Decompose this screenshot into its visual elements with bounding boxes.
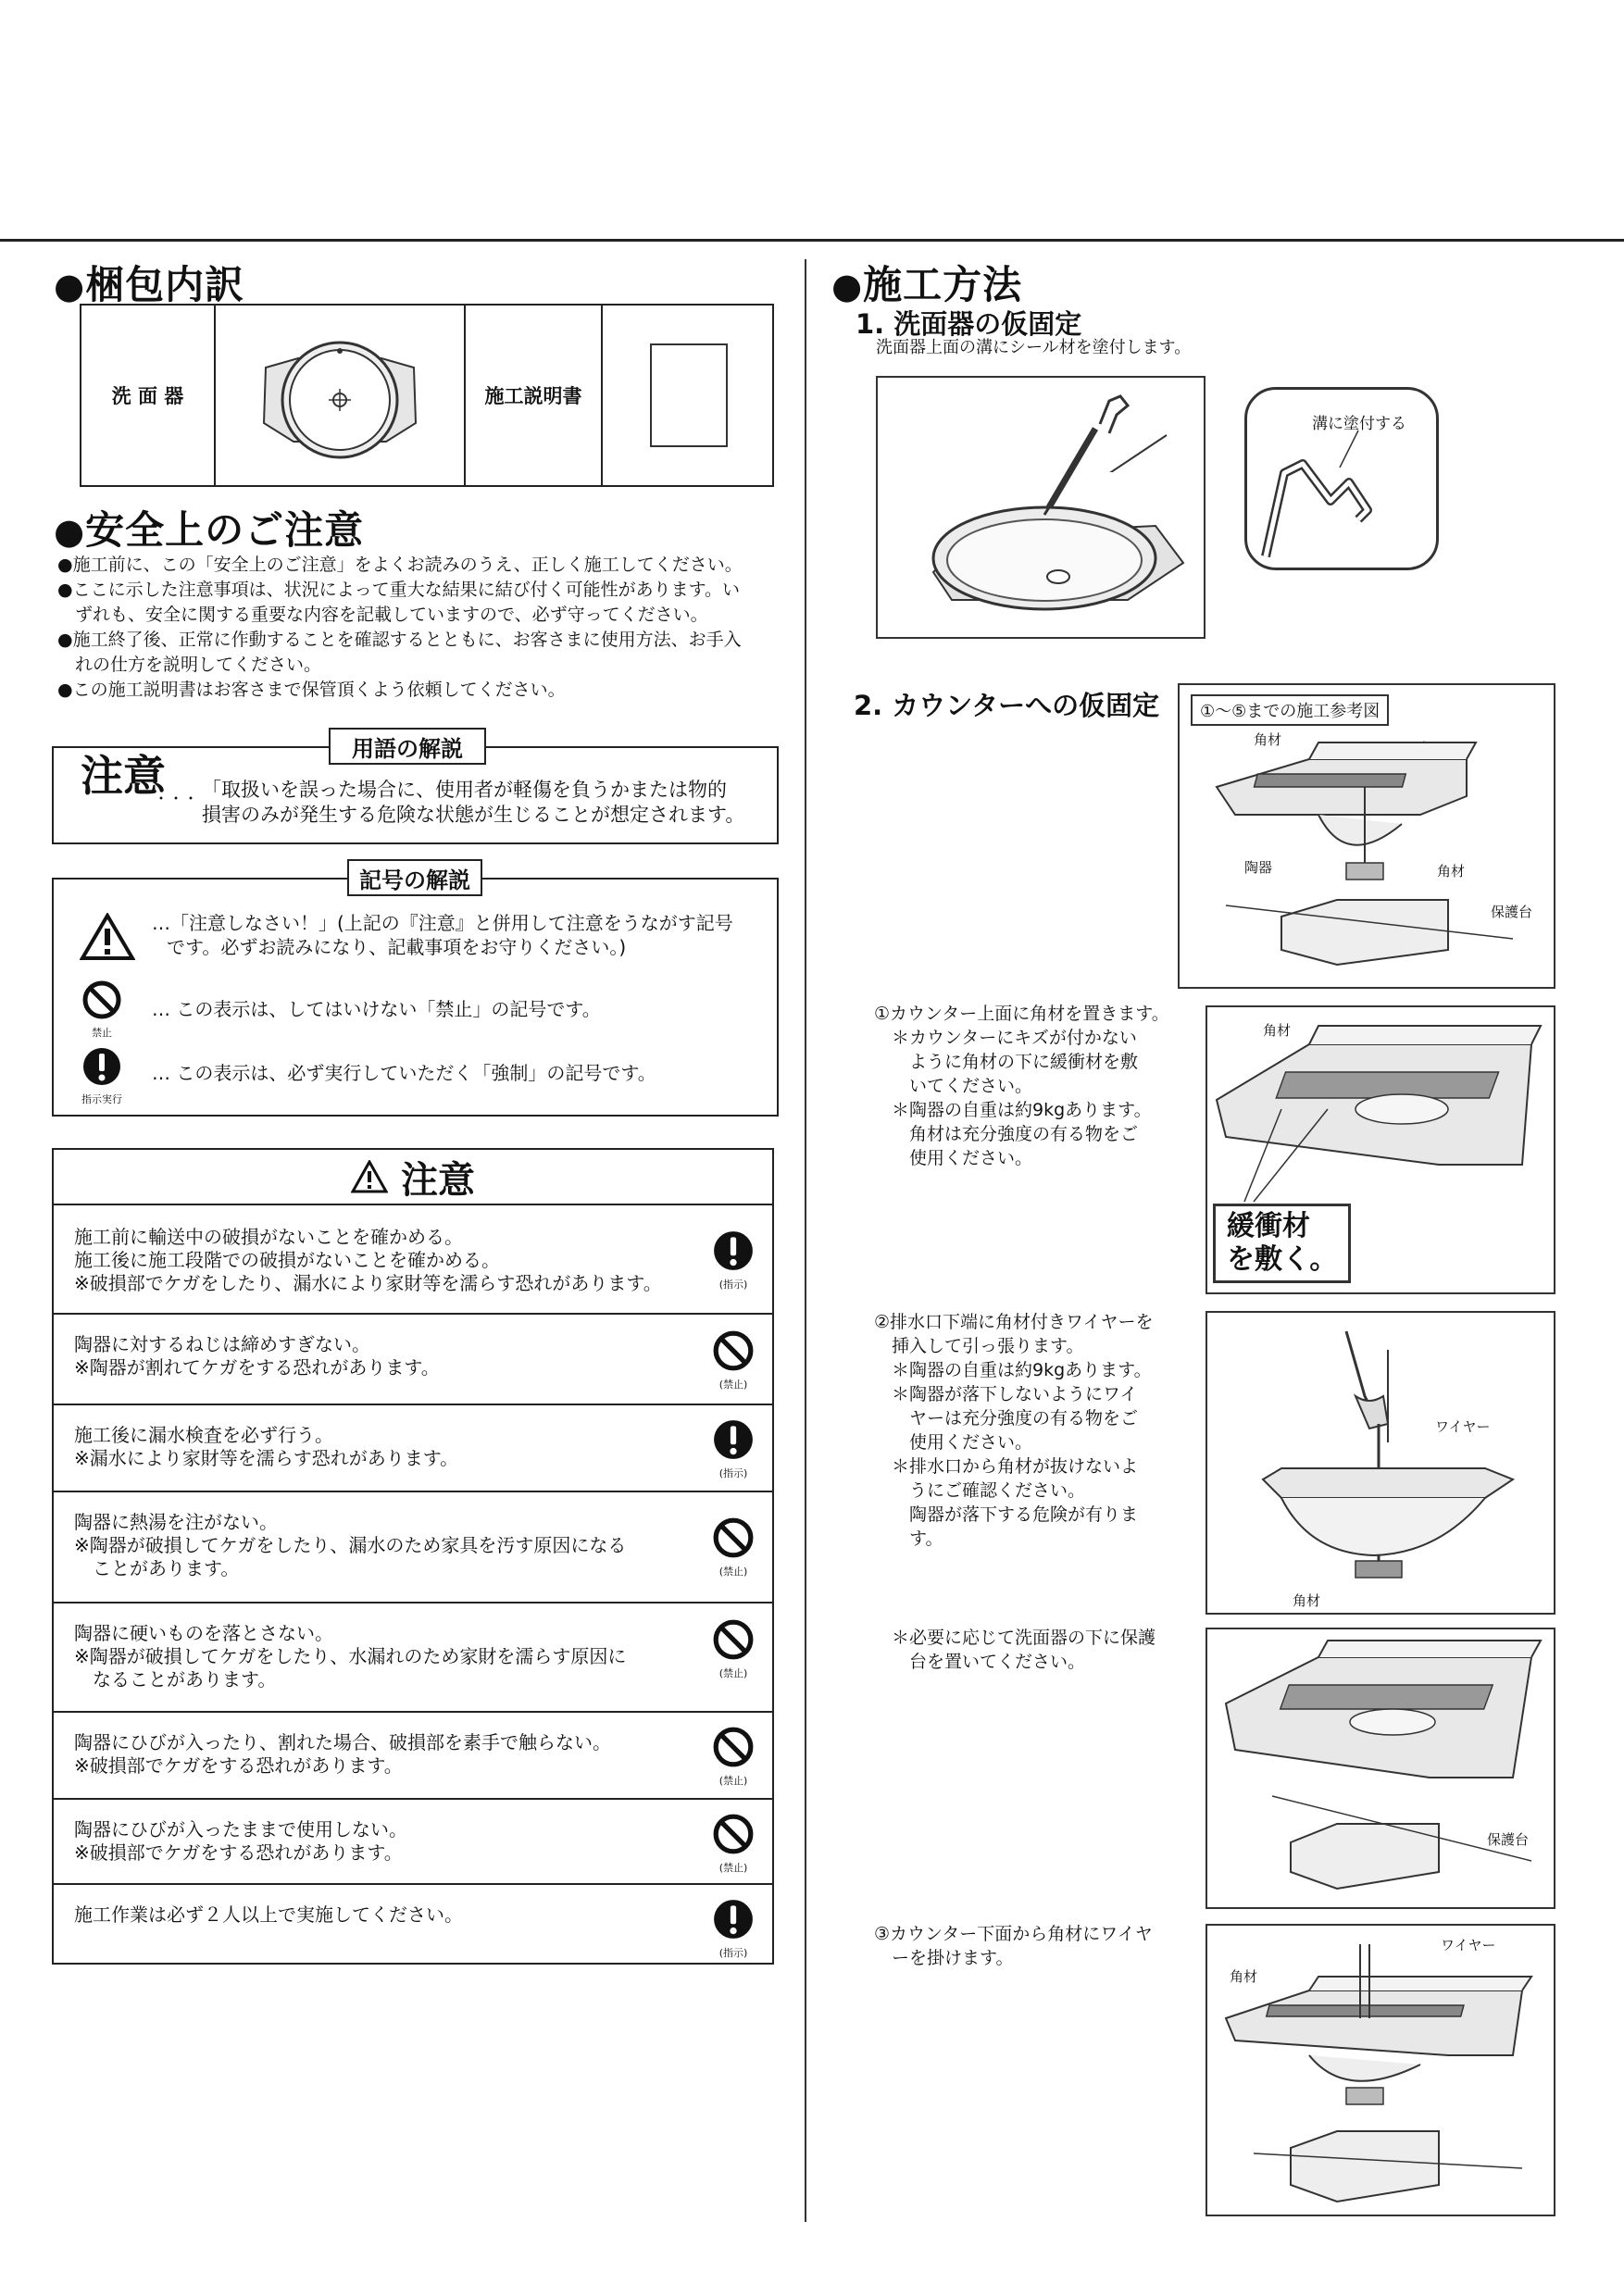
- caution-row: 陶器にひびが入ったり、割れた場合、破損部を素手で触らない。 ※破損部でケガをする恐れがあります。 (禁止): [54, 1711, 772, 1798]
- step1-callout: 溝に塗付する: [1244, 387, 1439, 570]
- step-s3-text: ③カウンター下面から角材にワイヤ ーを掛けます。: [874, 1924, 1153, 1968]
- top-rule: [0, 239, 1624, 242]
- mandatory-icon: [81, 1046, 122, 1087]
- groove-detail-icon: [1247, 390, 1436, 568]
- step-s3-figure: ワイヤー 角材: [1206, 1924, 1555, 2216]
- safety-bullet: ずれも、安全に関する重要な内容を記載していますので、必ず守ってください。: [57, 605, 708, 625]
- step-note-figure: 保護台: [1206, 1628, 1555, 1909]
- bullet-dot-icon: ●: [54, 511, 86, 552]
- symbol-mandatory-text: … この表示は、必ず実行していただく「強制」の記号です。: [152, 1062, 656, 1084]
- packing-item-manual-label: 施工説明書: [466, 306, 603, 485]
- packing-item-sink-label: 洗 面 器: [81, 306, 216, 485]
- terms-header: 用語の解説: [329, 728, 486, 765]
- column-divider: [805, 259, 806, 2222]
- manual-page-icon: [650, 343, 728, 447]
- safety-bullet: れの仕方を説明してください。: [57, 655, 322, 675]
- prohibit-icon: [712, 1618, 755, 1661]
- symbols-header: 記号の解説: [347, 859, 482, 896]
- caution-row: 陶器にひびが入ったままで使用しない。 ※破損部でケガをする恐れがあります。 (禁止): [54, 1798, 772, 1883]
- prohibit-icon: [712, 1516, 755, 1559]
- prohibit-icon: [712, 1813, 755, 1855]
- terms-word: 注意: [81, 751, 166, 801]
- step-s1-figure: 角材 緩衝材 を敷く。: [1206, 1005, 1555, 1294]
- bullet-dot-icon: ●: [54, 266, 86, 306]
- step-note-text: ＊必要に応じて洗面器の下に保護 台を置いてください。: [874, 1628, 1156, 1672]
- sink-image: [216, 306, 466, 485]
- cushion-callout: 緩衝材 を敷く。: [1213, 1204, 1351, 1283]
- mandatory-icon: [712, 1229, 755, 1272]
- prohibit-icon: [712, 1726, 755, 1768]
- step1-title: 1. 洗面器の仮固定: [856, 308, 1082, 340]
- step-s1-text: ①カウンター上面に角材を置きます。 ＊カウンターにキズが付かない ように角材の下に緩衝材を敷 いてください。 ＊陶器の自重は約9kgあります。 角材は充分強度の有る物をご 使用ください。: [874, 1004, 1169, 1168]
- sink-top-view-icon: [247, 321, 432, 469]
- symbol-prohibit: 禁止: [80, 980, 124, 1040]
- symbol-prohibit-text: … この表示は、してはいけない「禁止」の記号です。: [152, 998, 601, 1020]
- packing-table: [80, 304, 774, 487]
- safety-title: ●安全上のご注意: [54, 507, 365, 553]
- caution-row: 陶器に対するねじは締めすぎない。 ※陶器が割れてケガをする恐れがあります。 (禁止): [54, 1313, 772, 1404]
- caution-table: [52, 1148, 774, 1965]
- warning-triangle-icon: [80, 913, 135, 961]
- safety-bullet: ●ここに示した注意事項は、状況によって重大な結果に結び付く可能性があります。い: [57, 580, 741, 600]
- manual-image: [603, 306, 774, 485]
- prohibit-icon: [712, 1329, 755, 1372]
- warning-triangle-icon: [351, 1160, 388, 1193]
- safety-bullets: [57, 553, 743, 703]
- wire-hook-illustration: [1207, 1926, 1554, 2215]
- mandatory-icon: [712, 1418, 755, 1461]
- step1-desc: 洗面器上面の溝にシール材を塗付します。: [876, 338, 1192, 357]
- caution-row: 陶器に硬いものを落とさない。 ※陶器が破損してケガをしたり、水漏れのため家財を濡らす原因に なることがあります。 (禁止): [54, 1602, 772, 1711]
- install-title: ●施工方法: [831, 262, 1023, 307]
- symbols-box: [52, 878, 779, 1117]
- terms-dots: ・・・: [154, 790, 199, 807]
- reference-figure: ①〜⑤までの施工参考図 角材 陶器 角材 保護台: [1178, 683, 1555, 989]
- wire-pull-illustration: [1207, 1313, 1554, 1613]
- caution-row: 施工前に輸送中の破損がないことを確かめる。 施工後に施工段階での破損がないことを確かめる。 ※破損部でケガをしたり、漏水により家財等を濡らす恐れがあります。 (指示): [54, 1204, 772, 1313]
- safety-bullet: ●施工前に、この「安全上のご注意」をよくお読みのうえ、正しく施工してください。: [57, 555, 743, 575]
- step-s2-figure: ワイヤー 角材: [1206, 1311, 1555, 1615]
- caution-title: 注意: [54, 1150, 772, 1204]
- step-s2-text: ②排水口下端に角材付きワイヤーを 挿入して引っ張ります。 ＊陶器の自重は約9kgあります。 ＊陶器が落下しないようにワイ ヤーは充分強度の有る物をご 使用ください。 ＊排水口から角材が抜けないよ うにご確認ください。 陶器が落下する危険が有りま す。: [874, 1312, 1154, 1549]
- packing-title: ●梱包内訳: [54, 262, 245, 307]
- caution-row: 施工後に漏水検査を必ず行う。 ※漏水により家財等を濡らす恐れがあります。 (指示): [54, 1404, 772, 1491]
- protective-stand-illustration: [1207, 1629, 1554, 1907]
- bullet-dot-icon: ●: [831, 266, 864, 306]
- symbol-mandatory: 指示実行: [76, 1046, 128, 1106]
- symbol-caution-text: …「注意しなさい！」(上記の『注意』と併用して注意をうながす記号 です。必ずお読みになり、記載事項をお守りください。): [152, 912, 733, 958]
- step2-title: 2. カウンターへの仮固定: [854, 690, 1160, 721]
- counter-reference-illustration: [1180, 685, 1554, 987]
- caution-row: 陶器に熱湯を注がない。 ※陶器が破損してケガをしたり、漏水のため家具を汚す原因になる ことがあります。 (禁止): [54, 1491, 772, 1602]
- terms-description: 「取扱いを誤った場合に、使用者が軽傷を負うかまたは物的 損害のみが発生する危険な状態が生じることが想定されます。: [202, 779, 745, 826]
- prohibit-icon: [81, 980, 122, 1020]
- safety-bullet: ●施工終了後、正常に作動することを確認するとともに、お客さまに使用方法、お手入: [57, 630, 742, 650]
- caution-row: 施工作業は必ず２人以上で実施してください。 (指示): [54, 1883, 772, 1965]
- callout-pointer: [1083, 398, 1176, 472]
- mandatory-icon: [712, 1898, 755, 1940]
- safety-bullet: ●この施工説明書はお客さまで保管頂くよう依頼してください。: [57, 680, 566, 700]
